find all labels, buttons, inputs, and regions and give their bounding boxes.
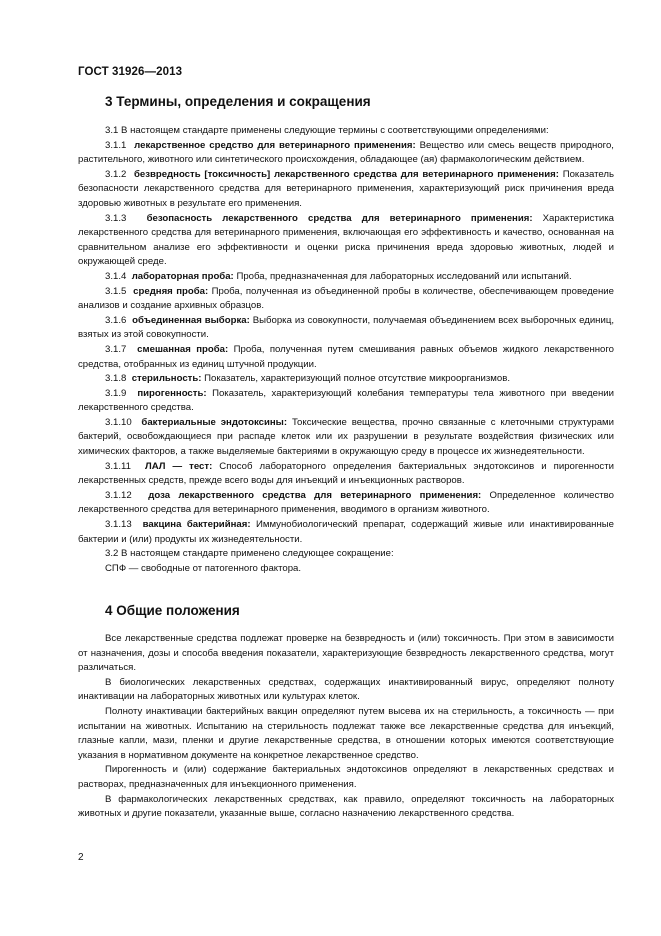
term-entry xyxy=(78,270,614,285)
term-entry xyxy=(78,285,614,314)
term-definition: Вещество или смесь веществ природного, растительного, животного или синтетического происхождения, обладающее (ая) фармакологическим действием. xyxy=(78,139,614,166)
term-name: смешанная проба: xyxy=(137,343,229,355)
term-entry xyxy=(78,314,614,343)
term-number: 3.1.11 xyxy=(105,460,131,472)
document-code-header: ГОСТ 31926—2013 xyxy=(78,66,183,78)
term-entry xyxy=(78,212,614,270)
term-name: бактериальные эндотоксины: xyxy=(141,416,288,428)
term-name: безопасность лекарственного средства для ветеринарного применения: xyxy=(146,212,533,224)
term-definition: Определенное количество лекарственного средства для ветеринарного применения, вводимого в организм животного. xyxy=(78,489,614,516)
term-definition: Иммунобиологический препарат, содержащий живые или инактивированные бактерии и (или) продукты их жизнедеятельности. xyxy=(78,519,614,545)
abbreviation-intro: 3.2 В настоящем стандарте применено следующее сокращение: xyxy=(105,548,394,560)
term-entry xyxy=(78,387,614,416)
term-definition: Характеристика лекарственного средства для ветеринарного применения, включающая его эффективность и качество, основанная на сравнительном анализе его эффективности и оценки риска причинения вреда здоровью животных, людей и окружающей среде. xyxy=(78,212,614,268)
term-entry xyxy=(78,518,614,547)
term-definition: Токсические вещества, прочно связанные с клеточными структурами бактерий, освобождающиеся при распаде клеток или их разрушении в результате воздействия физических или химических факторов, а также выделяемые бактериями в окружающую среду в процессе их жизнедеятельности. xyxy=(78,416,615,458)
section-3-title: 3 Термины, определения и сокращения xyxy=(105,94,371,109)
paragraph: Пирогенность и (или) содержание бактериальных эндотоксинов определяют в лекарственных средствах и растворах, предназначенных для инъекционного применения. xyxy=(78,764,614,790)
section-3-intro: 3.1 В настоящем стандарте применены следующие термины с соответствующими определениями: xyxy=(105,125,549,136)
term-definition: Показатель, характеризующий полное отсутствие микроорганизмов. xyxy=(204,373,510,385)
term-number: 3.1.9 xyxy=(105,387,127,399)
term-number: 3.1.3 xyxy=(105,212,127,224)
section-4-body xyxy=(78,632,614,822)
term-name: стерильность: xyxy=(131,373,202,385)
term-definition: Показатель безопасности лекарственного средства для ветеринарного применения, характеризующий риск причинения вреда здоровью животных в результате его применения. xyxy=(78,168,614,209)
term-entry xyxy=(78,139,614,168)
term-definition: Способ лабораторного определения бактериальных эндотоксинов и пирогенности лекарственных средств, прежде всего воды для инъекций и инъекционных растворов. xyxy=(78,460,614,487)
paragraph: Все лекарственные средства подлежат проверке на безвредность и (или) токсичность. При этом в зависимости от назначения, дозы и способа введения показатели, характеризующие безвредность лекарственного средства, могут различаться. xyxy=(78,633,614,674)
term-name: ЛАЛ — тест: xyxy=(145,460,213,472)
term-name: доза лекарственного средства для ветеринарного применения: xyxy=(148,489,482,501)
paragraph: Полноту инактивации бактерийных вакцин определяют путем высева их на стерильность, а токсичность — при испытании на животных. Испытанию на стерильность подлежат также все лекарственные средства для инъекций, глазные капли, мази, пленки и другие лекарственные средства, в отношении которых имеются соответствующие указания в нормативном документе на конкретное лекарственное средство. xyxy=(78,705,614,761)
term-number: 3.1.1 xyxy=(105,139,127,151)
term-definition: Проба, полученная путем смешивания равных объемов жидкого лекарственного средства, отобранных из единиц штучной продукции. xyxy=(78,343,615,370)
term-entry xyxy=(78,372,614,387)
paragraph: В фармакологических лекарственных средствах, как правило, определяют токсичность на лабораторных животных и другие показатели, указанные выше, согласно назначению лекарственного средства. xyxy=(78,793,614,820)
term-name: пирогенность: xyxy=(137,387,207,399)
term-definition: Проба, предназначенная для лабораторных исследований или испытаний. xyxy=(236,270,572,282)
term-name: средняя проба: xyxy=(133,285,209,297)
term-definition: Проба, полученная из объединенной пробы в количестве, обеспечивающем проведение анализов и создание архивных образцов. xyxy=(78,285,614,312)
abbreviation-entry: СПФ — свободные от патогенного фактора. xyxy=(105,562,302,574)
term-number: 3.1.6 xyxy=(105,314,127,326)
term-name: вакцина бактерийная: xyxy=(142,519,251,531)
term-entry xyxy=(78,343,614,372)
term-number: 3.1.13 xyxy=(105,519,132,531)
term-name: лекарственное средство для ветеринарного применения: xyxy=(134,139,416,151)
term-number: 3.1.7 xyxy=(105,343,127,355)
term-number: 3.1.2 xyxy=(105,168,127,180)
term-name: объединенная выборка: xyxy=(132,314,250,326)
term-number: 3.1.5 xyxy=(105,285,127,297)
term-entry xyxy=(78,460,614,489)
paragraph: В биологических лекарственных средствах, содержащих инактивированный вирус, определяют полноту инактивации на лабораторных животных или культурах клеток. xyxy=(78,676,614,703)
term-number: 3.1.4 xyxy=(105,270,127,282)
term-name: лабораторная проба: xyxy=(131,270,234,282)
page-number: 2 xyxy=(78,852,84,863)
term-number: 3.1.10 xyxy=(105,416,132,428)
section-4-title: 4 Общие положения xyxy=(105,603,240,618)
section-3-body xyxy=(78,124,614,576)
term-number: 3.1.12 xyxy=(105,489,132,501)
term-definition: Выборка из совокупности, получаемая объединением всех выборочных единиц, взятых из этой совокупности. xyxy=(78,314,614,341)
term-number: 3.1.8 xyxy=(105,373,127,385)
term-entry xyxy=(78,168,614,212)
term-entry xyxy=(78,416,614,460)
term-definition: Показатель, характеризующий колебания температуры тела животного при введении лекарственного средства. xyxy=(78,387,614,414)
term-entry xyxy=(78,489,614,518)
term-name: безвредность [токсичность] лекарственного средства для ветеринарного применения: xyxy=(133,168,559,180)
